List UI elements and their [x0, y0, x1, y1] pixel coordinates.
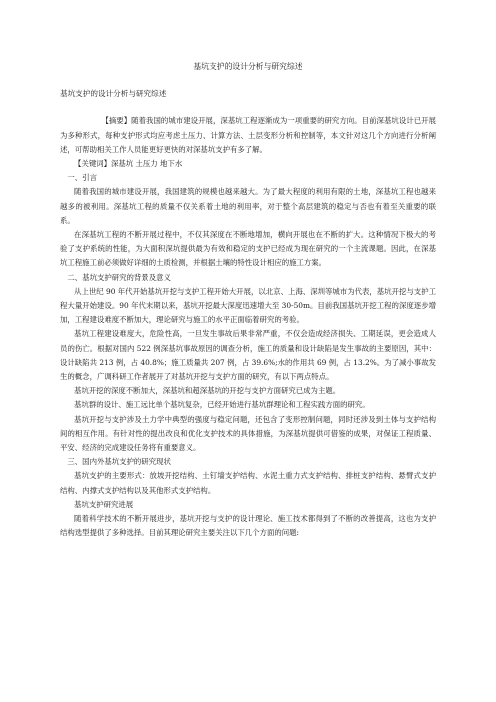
section-heading-intro: 一、引言	[67, 173, 97, 183]
body-paragraph: 基坑工程建设难度大，危险性高，一旦发生事故后果非常严重，不仅会造成经济损失、工期延误，更会造成人员的伤亡。根据对国内 522 例深基坑事故原因的调查分析，施工的质量和设计缺陷是发生事故的主要原因，其中：设计缺陷共 213 例，占 40.8%；施工质量共 207 例，占 39.6%;水的作用共 69 例，占 13.2%。为了减小事故发生的概念，广调科研工作者展开了对基坑开挖与支护方面的研究，有以下两点特点。	[60, 329, 436, 382]
document-title: 基坑支护的设计分析与研究综述	[193, 62, 303, 71]
body-paragraph: 基坑支护的主要形式：放坡开挖结构、土钉墙支护结构、水泥土重力式支护结构、排桩支护结构、悬臂式支护结构、内撑式支护结构以及其他形式支护结构。	[60, 471, 436, 495]
body-paragraph: 基坑群的设计、施工远比单个基坑复杂，已经开始进行基坑群理论和工程实践方面的研究。	[74, 400, 370, 410]
subheading-paragraph: 基坑支护研究进展	[74, 499, 134, 509]
body-paragraph: 随着科学技术的不断开展进步，基坑开挖与支护的设计理论、施工技术都得到了不断的改善提高，这也为支护结构选型提供了多种选择。目前其理论研究主要关注以下几个方面的问题:	[60, 514, 436, 538]
body-paragraph: 基坑开挖的深度不断加大，深基坑和超深基坑的开挖与支护方面研究已成为主题。	[74, 386, 341, 396]
body-paragraph: 在深基坑工程的不断开展过程中，不仅其深度在不断地增加，横向开展也在不断的扩大。这种情况下极大的考验了支护系统的性能，为大面积深坑提供最为有效和稳定的支护已经成为现在研究的一个主流课题。因此，在深基坑工程施工前必须做好详细的土质检测，并根据土壤的特性设计相应的施工方案。	[60, 230, 436, 268]
body-paragraph: 基坑开挖与支护涉及土力学中典型的强度与稳定问题，还包含了变形控制问题，同时还涉及到土体与支护结构间的相互作用。有针对性的提出改良和优化支护技术的具体措施，为深基坑提供可借鉴的成果，对保证工程质量、平安、经济的完成建设任务将有重要意义。	[60, 414, 436, 453]
keywords-line: 【关键词】深基坑 土压力 地下水	[74, 159, 183, 169]
document-subtitle: 基坑支护的设计分析与研究综述	[60, 89, 167, 99]
body-paragraph: 随着我国的城市建设开展，我国建筑的规模也越来越大。为了最大程度的利用有限的土地，深基坑工程也越来越多的被利用。深基坑工程的质量不仅关系着土地的利用率，对于整个高层建筑的稳定与否也有着至关重要的联系。	[60, 187, 436, 225]
section-heading-status: 三、国内外基坑支护的研究现状	[67, 457, 171, 467]
body-paragraph: 从上世纪 90 年代开始基坑开挖与支护工程开始大开展，以北京、上海、深圳等城市为代表，基坑开挖与支护工程大量开始建设。90 年代末期以来，基坑开挖最大深度迅速增大至 30-50m。目前我国基坑开挖工程的深度逐步增加，工程建设难度不断加大，理论研究与施工的水平正面临着研究的考验。	[60, 286, 436, 325]
section-heading-background: 二、基坑支护研究的背景及意义	[67, 272, 171, 282]
abstract-paragraph: 【摘要】随着我国的城市建设开展，深基坑工程逐渐成为一项重要的研究方向。目前深基坑设计已开展为多种形式，每种支护形式均应考虑土压力、计算方法、土层变形分析和控制等，本文针对这几个方向进行分析阐述，可帮助相关工作人员能更好更快的对深基坑支护有多了解。	[60, 116, 436, 154]
